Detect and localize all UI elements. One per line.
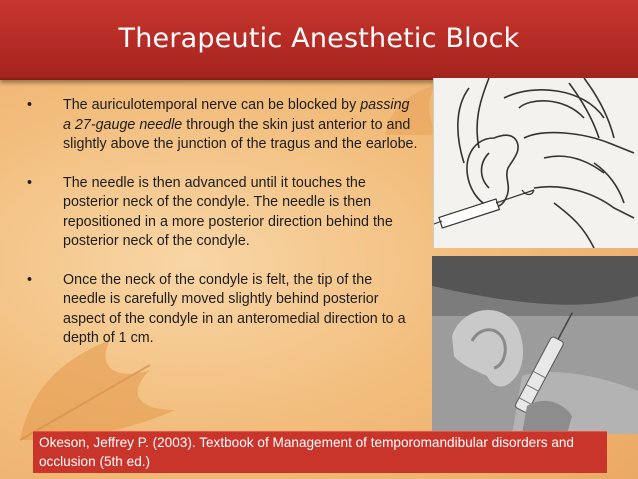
bullet-item [27, 271, 419, 349]
bullet-marker: • [27, 174, 33, 191]
anatomy-illustration [433, 78, 638, 248]
bullet-text: The needle is then advanced until it touches the posterior neck of the condyle. The needle is then repositioned in a more posterior direction behind the posterior neck of the condyle. [63, 174, 393, 249]
bullet-list [27, 96, 419, 368]
bullet-item [27, 96, 419, 155]
bullet-text: The auriculotemporal nerve can be blocked by [63, 97, 361, 113]
bullet-text-italic: passing a 27-gauge needle [63, 97, 410, 133]
bullet-item [27, 174, 419, 252]
ear-injection-photo [432, 256, 638, 434]
bullet-marker: • [27, 97, 33, 113]
citation-box: Okeson, Jeffrey P. (2003). Textbook of Management of temporomandibular disorders and occlusion (5th ed.) [33, 431, 607, 473]
bullet-text: through the skin just anterior to and slightly above the junction of the tragus and the earlobe. [63, 116, 418, 152]
slide-title: Therapeutic Anesthetic Block [118, 23, 520, 54]
bullet-text: Once the neck of the condyle is felt, the tip of the needle is carefully moved slightly behind posterior aspect of the condyle in an anteromedial direction to a depth of 1 cm. [63, 271, 406, 346]
bullet-marker: • [27, 271, 33, 288]
